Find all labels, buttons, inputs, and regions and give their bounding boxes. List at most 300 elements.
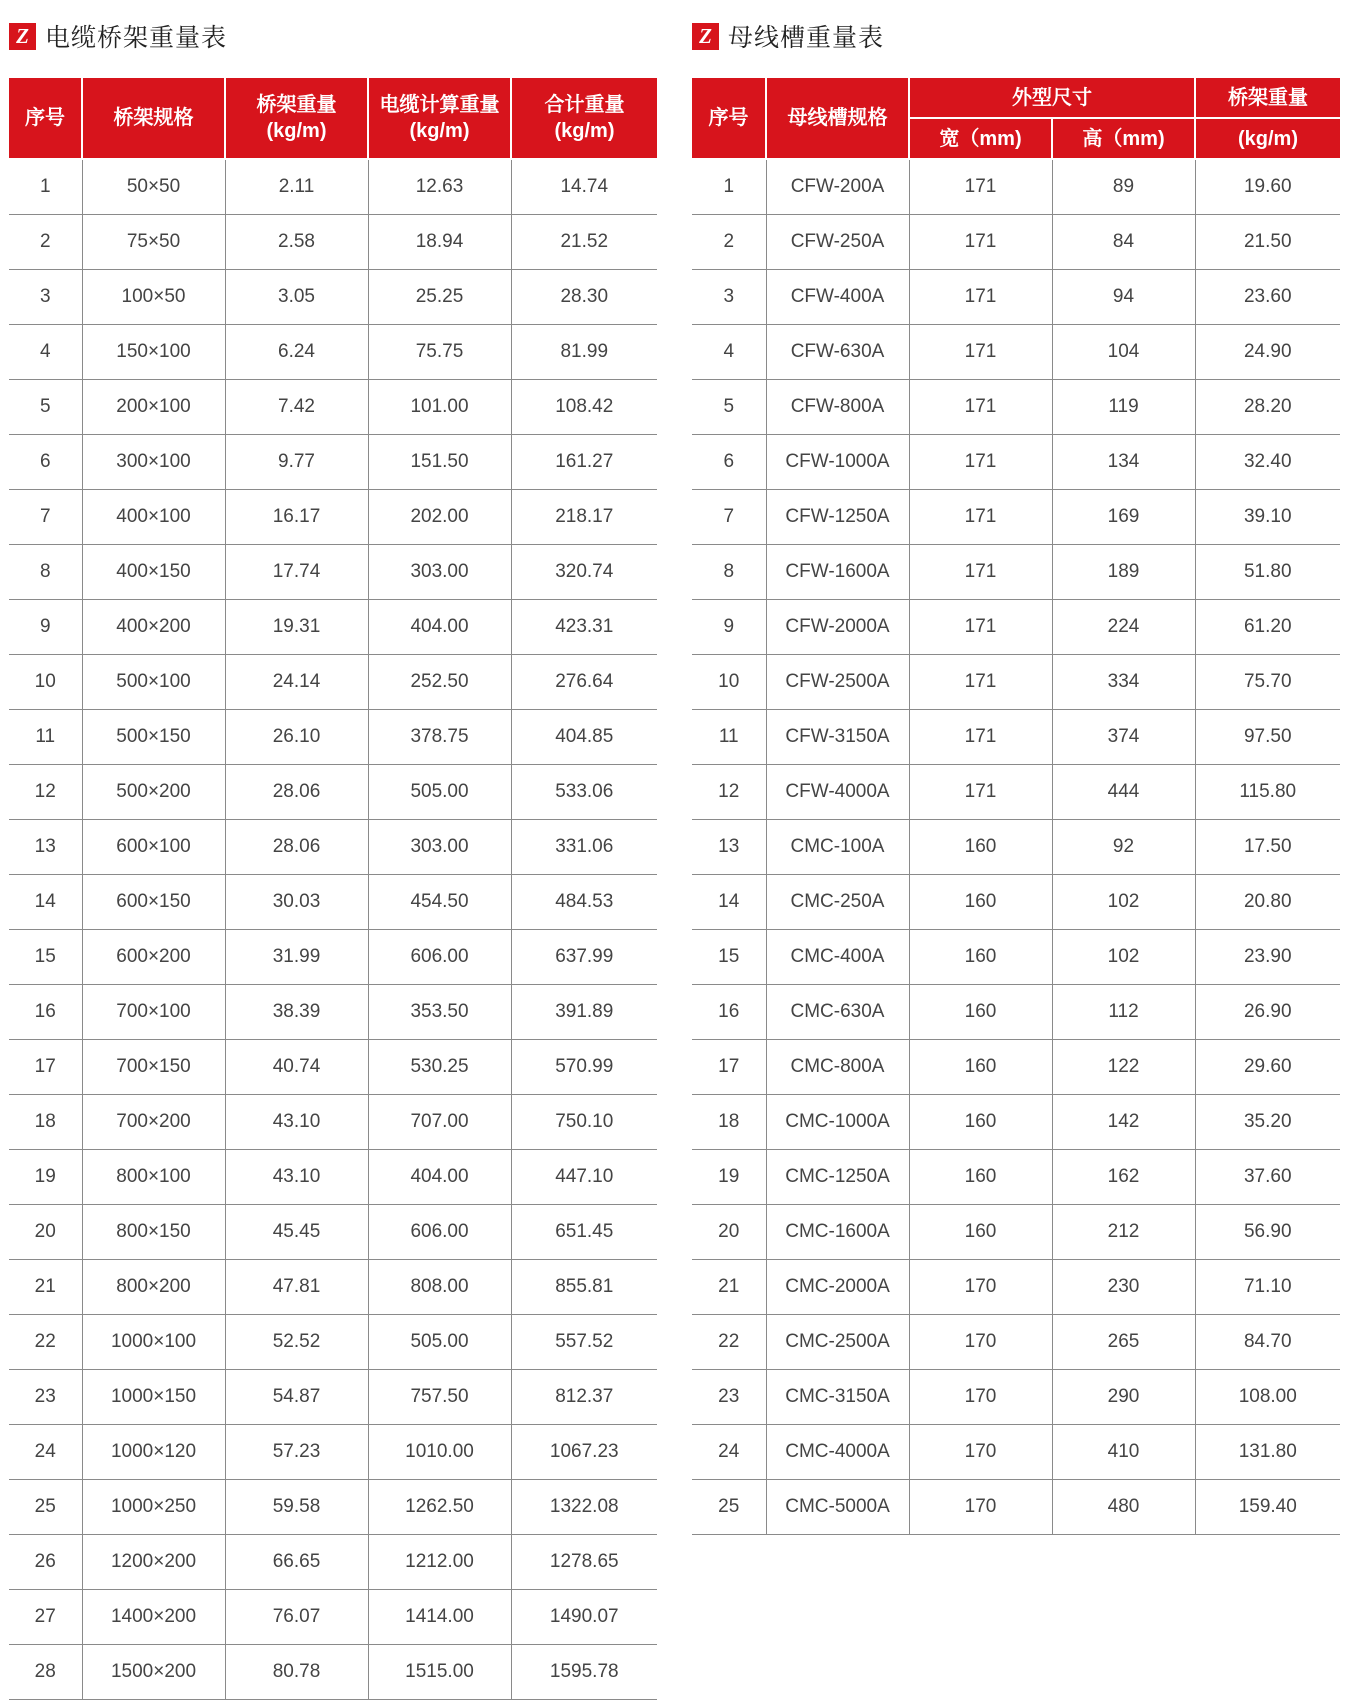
cell-total-weight: 533.06 bbox=[511, 765, 657, 820]
cell-cable-weight: 1414.00 bbox=[368, 1590, 511, 1645]
cell-width: 170 bbox=[909, 1260, 1052, 1315]
table-row bbox=[9, 1645, 657, 1700]
cell-no: 11 bbox=[9, 710, 82, 765]
header-spec: 桥架规格 bbox=[82, 78, 225, 159]
header-height: 高（mm) bbox=[1052, 118, 1195, 159]
cell-no: 13 bbox=[9, 820, 82, 875]
cell-total-weight: 331.06 bbox=[511, 820, 657, 875]
cell-no: 12 bbox=[9, 765, 82, 820]
header-tray-weight bbox=[225, 78, 368, 159]
cell-spec: 800×200 bbox=[82, 1260, 225, 1315]
table-row bbox=[9, 270, 657, 325]
cell-cable-weight: 18.94 bbox=[368, 215, 511, 270]
cell-spec: 150×100 bbox=[82, 325, 225, 380]
cell-height: 265 bbox=[1052, 1315, 1195, 1370]
cell-cable-weight: 303.00 bbox=[368, 820, 511, 875]
cell-tray-weight: 28.06 bbox=[225, 820, 368, 875]
cell-total-weight: 1595.78 bbox=[511, 1645, 657, 1700]
cell-total-weight: 557.52 bbox=[511, 1315, 657, 1370]
cell-tray-weight: 2.11 bbox=[225, 159, 368, 215]
cell-no: 24 bbox=[692, 1425, 766, 1480]
cell-no: 22 bbox=[692, 1315, 766, 1370]
cell-cable-weight: 707.00 bbox=[368, 1095, 511, 1150]
cell-no: 23 bbox=[9, 1370, 82, 1425]
cell-cable-weight: 25.25 bbox=[368, 270, 511, 325]
table-row bbox=[692, 380, 1340, 435]
table-row bbox=[692, 1040, 1340, 1095]
cell-height: 94 bbox=[1052, 270, 1195, 325]
cell-tray-weight: 76.07 bbox=[225, 1590, 368, 1645]
cell-spec: CMC-400A bbox=[766, 930, 909, 985]
cell-no: 5 bbox=[692, 380, 766, 435]
cell-no: 17 bbox=[9, 1040, 82, 1095]
cell-height: 142 bbox=[1052, 1095, 1195, 1150]
cell-total-weight: 855.81 bbox=[511, 1260, 657, 1315]
table-row bbox=[9, 1370, 657, 1425]
cable-tray-table-body bbox=[9, 159, 657, 1700]
table-row bbox=[692, 545, 1340, 600]
cell-no: 15 bbox=[9, 930, 82, 985]
header-cable-weight-unit: (kg/m) bbox=[409, 120, 470, 142]
table-row bbox=[692, 930, 1340, 985]
cell-spec: 500×150 bbox=[82, 710, 225, 765]
cell-height: 334 bbox=[1052, 655, 1195, 710]
cell-width: 171 bbox=[909, 765, 1052, 820]
cell-total-weight: 750.10 bbox=[511, 1095, 657, 1150]
cell-no: 19 bbox=[692, 1150, 766, 1205]
cell-width: 170 bbox=[909, 1480, 1052, 1535]
cell-spec: 400×150 bbox=[82, 545, 225, 600]
cell-no: 2 bbox=[692, 215, 766, 270]
cell-no: 10 bbox=[9, 655, 82, 710]
cell-spec: CFW-1000A bbox=[766, 435, 909, 490]
cell-tray-weight: 43.10 bbox=[225, 1095, 368, 1150]
table-row bbox=[692, 1150, 1340, 1205]
cell-spec: 400×100 bbox=[82, 490, 225, 545]
cell-no: 16 bbox=[692, 985, 766, 1040]
table-row bbox=[692, 1370, 1340, 1425]
table-row bbox=[692, 270, 1340, 325]
table-row bbox=[9, 655, 657, 710]
table-row bbox=[692, 710, 1340, 765]
cell-weight: 28.20 bbox=[1195, 380, 1340, 435]
cell-width: 171 bbox=[909, 159, 1052, 215]
cell-width: 171 bbox=[909, 380, 1052, 435]
cell-width: 170 bbox=[909, 1370, 1052, 1425]
cell-spec: CMC-1000A bbox=[766, 1095, 909, 1150]
cell-width: 171 bbox=[909, 270, 1052, 325]
cell-weight: 19.60 bbox=[1195, 159, 1340, 215]
header-width: 宽（mm) bbox=[909, 118, 1052, 159]
table-row bbox=[9, 1205, 657, 1260]
cell-tray-weight: 24.14 bbox=[225, 655, 368, 710]
cable-tray-title-row bbox=[9, 18, 227, 54]
cell-cable-weight: 404.00 bbox=[368, 1150, 511, 1205]
header-tray-weight-unit: (kg/m) bbox=[266, 120, 327, 142]
cell-height: 189 bbox=[1052, 545, 1195, 600]
header-total-weight bbox=[511, 78, 657, 159]
cell-no: 3 bbox=[692, 270, 766, 325]
cell-width: 160 bbox=[909, 1150, 1052, 1205]
cell-weight: 24.90 bbox=[1195, 325, 1340, 380]
table-row bbox=[692, 490, 1340, 545]
cell-width: 171 bbox=[909, 545, 1052, 600]
cell-height: 92 bbox=[1052, 820, 1195, 875]
cell-cable-weight: 101.00 bbox=[368, 380, 511, 435]
cell-width: 171 bbox=[909, 490, 1052, 545]
cell-no: 25 bbox=[9, 1480, 82, 1535]
cell-cable-weight: 378.75 bbox=[368, 710, 511, 765]
table-row bbox=[9, 545, 657, 600]
cell-no: 23 bbox=[692, 1370, 766, 1425]
cell-width: 171 bbox=[909, 710, 1052, 765]
cell-spec: 700×100 bbox=[82, 985, 225, 1040]
cell-spec: 400×200 bbox=[82, 600, 225, 655]
cell-height: 444 bbox=[1052, 765, 1195, 820]
cell-weight: 56.90 bbox=[1195, 1205, 1340, 1260]
table-row bbox=[692, 600, 1340, 655]
header-no: 序号 bbox=[692, 78, 766, 159]
cell-spec: CMC-2500A bbox=[766, 1315, 909, 1370]
cell-spec: 1200×200 bbox=[82, 1535, 225, 1590]
cell-spec: CMC-5000A bbox=[766, 1480, 909, 1535]
cell-total-weight: 108.42 bbox=[511, 380, 657, 435]
cell-tray-weight: 45.45 bbox=[225, 1205, 368, 1260]
cell-width: 170 bbox=[909, 1425, 1052, 1480]
cell-tray-weight: 57.23 bbox=[225, 1425, 368, 1480]
cell-spec: 1500×200 bbox=[82, 1645, 225, 1700]
busway-title: 母线槽重量表 bbox=[728, 24, 885, 52]
table-row bbox=[9, 600, 657, 655]
table-row bbox=[9, 1315, 657, 1370]
cell-width: 171 bbox=[909, 325, 1052, 380]
cell-spec: 200×100 bbox=[82, 380, 225, 435]
cell-cable-weight: 606.00 bbox=[368, 930, 511, 985]
cell-spec: CMC-630A bbox=[766, 985, 909, 1040]
table-row bbox=[9, 820, 657, 875]
cell-spec: CMC-4000A bbox=[766, 1425, 909, 1480]
cell-no: 15 bbox=[692, 930, 766, 985]
cell-height: 374 bbox=[1052, 710, 1195, 765]
cell-weight: 97.50 bbox=[1195, 710, 1340, 765]
table-row bbox=[9, 1590, 657, 1645]
cell-total-weight: 320.74 bbox=[511, 545, 657, 600]
cell-spec: 500×100 bbox=[82, 655, 225, 710]
cell-weight: 71.10 bbox=[1195, 1260, 1340, 1315]
cell-height: 212 bbox=[1052, 1205, 1195, 1260]
table-row bbox=[9, 1150, 657, 1205]
cell-no: 17 bbox=[692, 1040, 766, 1095]
cell-tray-weight: 30.03 bbox=[225, 875, 368, 930]
cell-no: 18 bbox=[9, 1095, 82, 1150]
cell-no: 24 bbox=[9, 1425, 82, 1480]
cell-width: 160 bbox=[909, 1205, 1052, 1260]
cell-width: 160 bbox=[909, 1095, 1052, 1150]
cell-no: 1 bbox=[9, 159, 82, 215]
cell-spec: CFW-800A bbox=[766, 380, 909, 435]
cell-width: 171 bbox=[909, 600, 1052, 655]
cell-total-weight: 81.99 bbox=[511, 325, 657, 380]
cell-tray-weight: 6.24 bbox=[225, 325, 368, 380]
table-row bbox=[692, 655, 1340, 710]
cell-weight: 61.20 bbox=[1195, 600, 1340, 655]
cell-height: 162 bbox=[1052, 1150, 1195, 1205]
cell-total-weight: 28.30 bbox=[511, 270, 657, 325]
cell-height: 84 bbox=[1052, 215, 1195, 270]
cell-no: 26 bbox=[9, 1535, 82, 1590]
cell-spec: 75×50 bbox=[82, 215, 225, 270]
brand-logo-icon: Z bbox=[692, 23, 719, 50]
cell-weight: 17.50 bbox=[1195, 820, 1340, 875]
cell-no: 1 bbox=[692, 159, 766, 215]
cell-width: 171 bbox=[909, 215, 1052, 270]
cell-tray-weight: 38.39 bbox=[225, 985, 368, 1040]
cell-weight: 108.00 bbox=[1195, 1370, 1340, 1425]
cell-tray-weight: 52.52 bbox=[225, 1315, 368, 1370]
cell-tray-weight: 7.42 bbox=[225, 380, 368, 435]
cell-tray-weight: 47.81 bbox=[225, 1260, 368, 1315]
cell-tray-weight: 19.31 bbox=[225, 600, 368, 655]
cell-tray-weight: 17.74 bbox=[225, 545, 368, 600]
cell-spec: CFW-1250A bbox=[766, 490, 909, 545]
table-row bbox=[692, 820, 1340, 875]
cell-height: 230 bbox=[1052, 1260, 1195, 1315]
header-weight: 桥架重量 bbox=[1195, 78, 1340, 118]
cell-cable-weight: 505.00 bbox=[368, 1315, 511, 1370]
cell-tray-weight: 9.77 bbox=[225, 435, 368, 490]
cell-spec: 600×200 bbox=[82, 930, 225, 985]
table-row bbox=[9, 435, 657, 490]
cell-width: 171 bbox=[909, 435, 1052, 490]
cell-spec: CMC-100A bbox=[766, 820, 909, 875]
table-row bbox=[692, 159, 1340, 215]
cell-weight: 32.40 bbox=[1195, 435, 1340, 490]
cell-spec: CFW-630A bbox=[766, 325, 909, 380]
cell-weight: 131.80 bbox=[1195, 1425, 1340, 1480]
cell-cable-weight: 202.00 bbox=[368, 490, 511, 545]
cell-weight: 75.70 bbox=[1195, 655, 1340, 710]
cable-tray-title: 电缆桥架重量表 bbox=[45, 24, 228, 52]
table-row bbox=[692, 1425, 1340, 1480]
cell-total-weight: 218.17 bbox=[511, 490, 657, 545]
cell-no: 22 bbox=[9, 1315, 82, 1370]
cell-no: 2 bbox=[9, 215, 82, 270]
cell-cable-weight: 12.63 bbox=[368, 159, 511, 215]
header-tray-weight-label: 桥架重量 bbox=[256, 94, 337, 116]
table-row bbox=[9, 875, 657, 930]
brand-logo-icon: Z bbox=[9, 23, 36, 50]
cell-no: 25 bbox=[692, 1480, 766, 1535]
cell-tray-weight: 66.65 bbox=[225, 1535, 368, 1590]
cable-tray-weight-table bbox=[9, 78, 657, 1700]
cell-spec: CMC-2000A bbox=[766, 1260, 909, 1315]
header-dimensions: 外型尺寸 bbox=[909, 78, 1195, 118]
cell-tray-weight: 2.58 bbox=[225, 215, 368, 270]
cell-total-weight: 276.64 bbox=[511, 655, 657, 710]
cell-no: 14 bbox=[9, 875, 82, 930]
cell-no: 20 bbox=[692, 1205, 766, 1260]
cell-tray-weight: 43.10 bbox=[225, 1150, 368, 1205]
header-cable-weight bbox=[368, 78, 511, 159]
cell-width: 160 bbox=[909, 875, 1052, 930]
cell-total-weight: 1067.23 bbox=[511, 1425, 657, 1480]
table-row bbox=[692, 1480, 1340, 1535]
cell-cable-weight: 1515.00 bbox=[368, 1645, 511, 1700]
cell-total-weight: 570.99 bbox=[511, 1040, 657, 1095]
cell-width: 171 bbox=[909, 655, 1052, 710]
cell-spec: 1000×250 bbox=[82, 1480, 225, 1535]
cell-height: 102 bbox=[1052, 875, 1195, 930]
cell-spec: 50×50 bbox=[82, 159, 225, 215]
cell-no: 20 bbox=[9, 1205, 82, 1260]
table-row bbox=[9, 930, 657, 985]
cell-no: 8 bbox=[692, 545, 766, 600]
cell-total-weight: 1322.08 bbox=[511, 1480, 657, 1535]
cell-cable-weight: 252.50 bbox=[368, 655, 511, 710]
table-row bbox=[692, 985, 1340, 1040]
cell-cable-weight: 404.00 bbox=[368, 600, 511, 655]
cell-height: 89 bbox=[1052, 159, 1195, 215]
cell-spec: CMC-3150A bbox=[766, 1370, 909, 1425]
busway-weight-table bbox=[692, 78, 1340, 1535]
cell-weight: 23.90 bbox=[1195, 930, 1340, 985]
cable-tray-section bbox=[9, 0, 657, 1704]
cell-spec: CFW-4000A bbox=[766, 765, 909, 820]
cell-width: 160 bbox=[909, 820, 1052, 875]
cell-spec: 300×100 bbox=[82, 435, 225, 490]
cell-no: 11 bbox=[692, 710, 766, 765]
cell-width: 160 bbox=[909, 1040, 1052, 1095]
cell-cable-weight: 454.50 bbox=[368, 875, 511, 930]
cell-height: 290 bbox=[1052, 1370, 1195, 1425]
cell-tray-weight: 26.10 bbox=[225, 710, 368, 765]
cell-spec: 100×50 bbox=[82, 270, 225, 325]
table-row bbox=[9, 1425, 657, 1480]
cell-spec: 600×100 bbox=[82, 820, 225, 875]
cell-spec: 800×150 bbox=[82, 1205, 225, 1260]
table-row bbox=[692, 325, 1340, 380]
cell-spec: 600×150 bbox=[82, 875, 225, 930]
cell-spec: CFW-3150A bbox=[766, 710, 909, 765]
cell-cable-weight: 1212.00 bbox=[368, 1535, 511, 1590]
cell-total-weight: 447.10 bbox=[511, 1150, 657, 1205]
cell-weight: 29.60 bbox=[1195, 1040, 1340, 1095]
cell-no: 21 bbox=[692, 1260, 766, 1315]
busway-table-body bbox=[692, 159, 1340, 1535]
cell-no: 4 bbox=[9, 325, 82, 380]
cell-no: 28 bbox=[9, 1645, 82, 1700]
cell-spec: 1000×150 bbox=[82, 1370, 225, 1425]
cell-cable-weight: 353.50 bbox=[368, 985, 511, 1040]
cell-weight: 115.80 bbox=[1195, 765, 1340, 820]
cell-total-weight: 404.85 bbox=[511, 710, 657, 765]
cell-cable-weight: 75.75 bbox=[368, 325, 511, 380]
cell-spec: CFW-200A bbox=[766, 159, 909, 215]
cell-spec: CFW-2000A bbox=[766, 600, 909, 655]
cell-spec: CFW-1600A bbox=[766, 545, 909, 600]
table-row bbox=[692, 875, 1340, 930]
header-spec: 母线槽规格 bbox=[766, 78, 909, 159]
cell-tray-weight: 3.05 bbox=[225, 270, 368, 325]
cell-weight: 26.90 bbox=[1195, 985, 1340, 1040]
cell-spec: 1400×200 bbox=[82, 1590, 225, 1645]
table-row bbox=[692, 1315, 1340, 1370]
cell-height: 134 bbox=[1052, 435, 1195, 490]
cell-spec: CFW-2500A bbox=[766, 655, 909, 710]
table-row bbox=[9, 325, 657, 380]
cell-cable-weight: 303.00 bbox=[368, 545, 511, 600]
header-no: 序号 bbox=[9, 78, 82, 159]
cell-weight: 20.80 bbox=[1195, 875, 1340, 930]
cell-no: 13 bbox=[692, 820, 766, 875]
cell-no: 3 bbox=[9, 270, 82, 325]
cell-cable-weight: 757.50 bbox=[368, 1370, 511, 1425]
header-total-weight-unit: (kg/m) bbox=[554, 120, 615, 142]
cell-total-weight: 161.27 bbox=[511, 435, 657, 490]
cell-spec: 500×200 bbox=[82, 765, 225, 820]
cell-spec: 800×100 bbox=[82, 1150, 225, 1205]
cell-spec: 1000×100 bbox=[82, 1315, 225, 1370]
cell-no: 5 bbox=[9, 380, 82, 435]
cell-tray-weight: 28.06 bbox=[225, 765, 368, 820]
cell-width: 160 bbox=[909, 985, 1052, 1040]
cell-no: 7 bbox=[9, 490, 82, 545]
cell-no: 9 bbox=[9, 600, 82, 655]
cell-no: 19 bbox=[9, 1150, 82, 1205]
table-row bbox=[9, 215, 657, 270]
cell-no: 12 bbox=[692, 765, 766, 820]
cell-tray-weight: 54.87 bbox=[225, 1370, 368, 1425]
cell-no: 6 bbox=[692, 435, 766, 490]
cell-total-weight: 637.99 bbox=[511, 930, 657, 985]
table-row bbox=[9, 765, 657, 820]
cell-cable-weight: 530.25 bbox=[368, 1040, 511, 1095]
cell-weight: 21.50 bbox=[1195, 215, 1340, 270]
cell-spec: CMC-1250A bbox=[766, 1150, 909, 1205]
cell-spec: 700×150 bbox=[82, 1040, 225, 1095]
cell-tray-weight: 80.78 bbox=[225, 1645, 368, 1700]
cell-height: 480 bbox=[1052, 1480, 1195, 1535]
cell-weight: 159.40 bbox=[1195, 1480, 1340, 1535]
cell-weight: 39.10 bbox=[1195, 490, 1340, 545]
cell-cable-weight: 505.00 bbox=[368, 765, 511, 820]
cell-spec: CMC-1600A bbox=[766, 1205, 909, 1260]
cell-spec: CMC-250A bbox=[766, 875, 909, 930]
cell-total-weight: 651.45 bbox=[511, 1205, 657, 1260]
cell-tray-weight: 40.74 bbox=[225, 1040, 368, 1095]
cell-height: 112 bbox=[1052, 985, 1195, 1040]
cell-width: 170 bbox=[909, 1315, 1052, 1370]
cell-total-weight: 812.37 bbox=[511, 1370, 657, 1425]
cell-height: 169 bbox=[1052, 490, 1195, 545]
table-row bbox=[9, 1535, 657, 1590]
table-row bbox=[692, 1095, 1340, 1150]
cell-no: 6 bbox=[9, 435, 82, 490]
table-row bbox=[9, 985, 657, 1040]
cell-tray-weight: 16.17 bbox=[225, 490, 368, 545]
busway-title-row bbox=[692, 18, 884, 54]
cell-total-weight: 1490.07 bbox=[511, 1590, 657, 1645]
cell-weight: 35.20 bbox=[1195, 1095, 1340, 1150]
cell-spec: CMC-800A bbox=[766, 1040, 909, 1095]
cell-weight: 37.60 bbox=[1195, 1150, 1340, 1205]
cell-height: 410 bbox=[1052, 1425, 1195, 1480]
cell-no: 27 bbox=[9, 1590, 82, 1645]
cell-spec: CFW-400A bbox=[766, 270, 909, 325]
cell-height: 224 bbox=[1052, 600, 1195, 655]
table-row bbox=[692, 765, 1340, 820]
cell-spec: 1000×120 bbox=[82, 1425, 225, 1480]
